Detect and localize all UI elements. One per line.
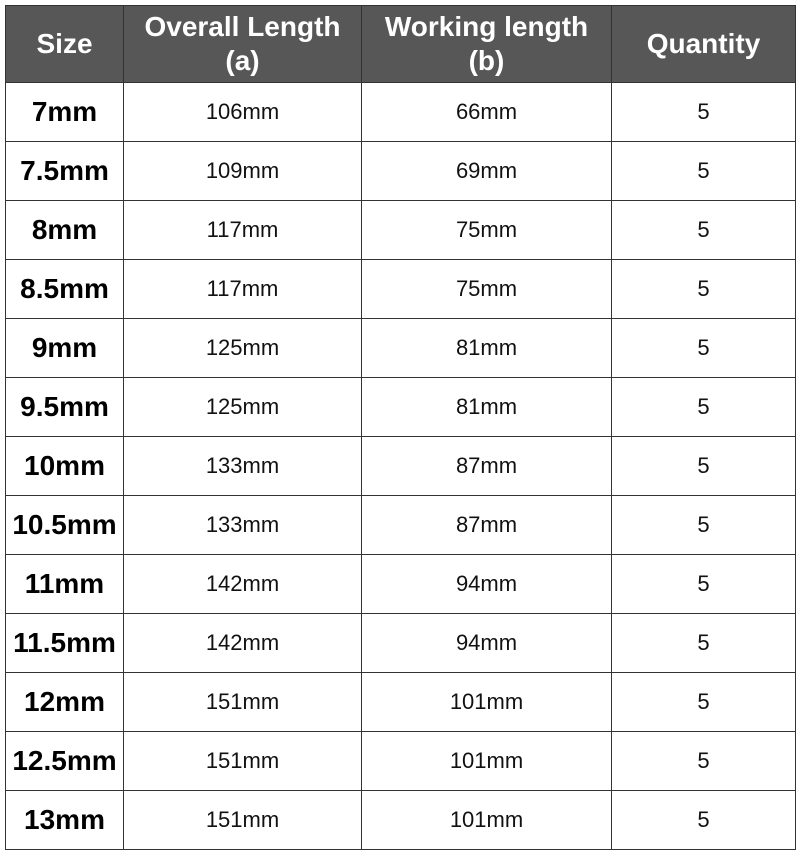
working-length-cell: 94mm [362,614,612,673]
working-length-cell: 75mm [362,260,612,319]
working-length-cell: 101mm [362,673,612,732]
size-cell: 7mm [6,83,124,142]
table-row [6,496,796,555]
working-length-cell: 101mm [362,791,612,850]
quantity-cell: 5 [612,437,796,496]
size-cell: 12mm [6,673,124,732]
working-length-cell: 101mm [362,732,612,791]
size-cell: 10mm [6,437,124,496]
table-row [6,614,796,673]
overall-length-cell: 142mm [124,614,362,673]
size-spec-table [5,5,796,850]
size-cell: 10.5mm [6,496,124,555]
working-length-cell: 87mm [362,496,612,555]
quantity-cell: 5 [612,319,796,378]
quantity-cell: 5 [612,142,796,201]
working-length-cell: 87mm [362,437,612,496]
size-cell: 13mm [6,791,124,850]
table-row [6,260,796,319]
overall-length-cell: 125mm [124,378,362,437]
overall-length-cell: 117mm [124,260,362,319]
header-overall-length [124,6,362,83]
overall-length-cell: 151mm [124,732,362,791]
overall-length-cell: 133mm [124,496,362,555]
size-cell: 12.5mm [6,732,124,791]
size-cell: 9.5mm [6,378,124,437]
header-size-label: Size [36,28,93,59]
quantity-cell: 5 [612,673,796,732]
quantity-cell: 5 [612,732,796,791]
overall-length-cell: 117mm [124,201,362,260]
size-cell: 7.5mm [6,142,124,201]
working-length-cell: 81mm [362,319,612,378]
quantity-cell: 5 [612,496,796,555]
working-length-cell: 94mm [362,555,612,614]
table-row [6,378,796,437]
table-row [6,437,796,496]
table-row [6,142,796,201]
working-length-cell: 81mm [362,378,612,437]
header-size [6,6,124,83]
header-row [6,6,796,83]
header-working-length-label: Working length [384,11,589,42]
overall-length-cell: 133mm [124,437,362,496]
overall-length-cell: 151mm [124,673,362,732]
size-cell: 11.5mm [6,614,124,673]
table-row [6,201,796,260]
header-quantity-label: Quantity [646,28,761,59]
table-body [6,83,796,850]
size-cell: 8mm [6,201,124,260]
quantity-cell: 5 [612,378,796,437]
table-row [6,791,796,850]
working-length-cell: 69mm [362,142,612,201]
header-working-length [362,6,612,83]
quantity-cell: 5 [612,83,796,142]
working-length-cell: 75mm [362,201,612,260]
quantity-cell: 5 [612,614,796,673]
table-row [6,673,796,732]
table-row [6,83,796,142]
size-cell: 9mm [6,319,124,378]
table-row [6,319,796,378]
quantity-cell: 5 [612,555,796,614]
table-row [6,732,796,791]
quantity-cell: 5 [612,260,796,319]
overall-length-cell: 106mm [124,83,362,142]
header-working-length-sub: (b) [468,45,505,76]
quantity-cell: 5 [612,791,796,850]
quantity-cell: 5 [612,201,796,260]
overall-length-cell: 142mm [124,555,362,614]
header-overall-length-label: Overall Length [144,11,341,42]
overall-length-cell: 151mm [124,791,362,850]
header-quantity [612,6,796,83]
working-length-cell: 66mm [362,83,612,142]
table-header [6,6,796,83]
overall-length-cell: 125mm [124,319,362,378]
table-row [6,555,796,614]
size-cell: 8.5mm [6,260,124,319]
header-overall-length-sub: (a) [225,45,260,76]
size-cell: 11mm [6,555,124,614]
overall-length-cell: 109mm [124,142,362,201]
